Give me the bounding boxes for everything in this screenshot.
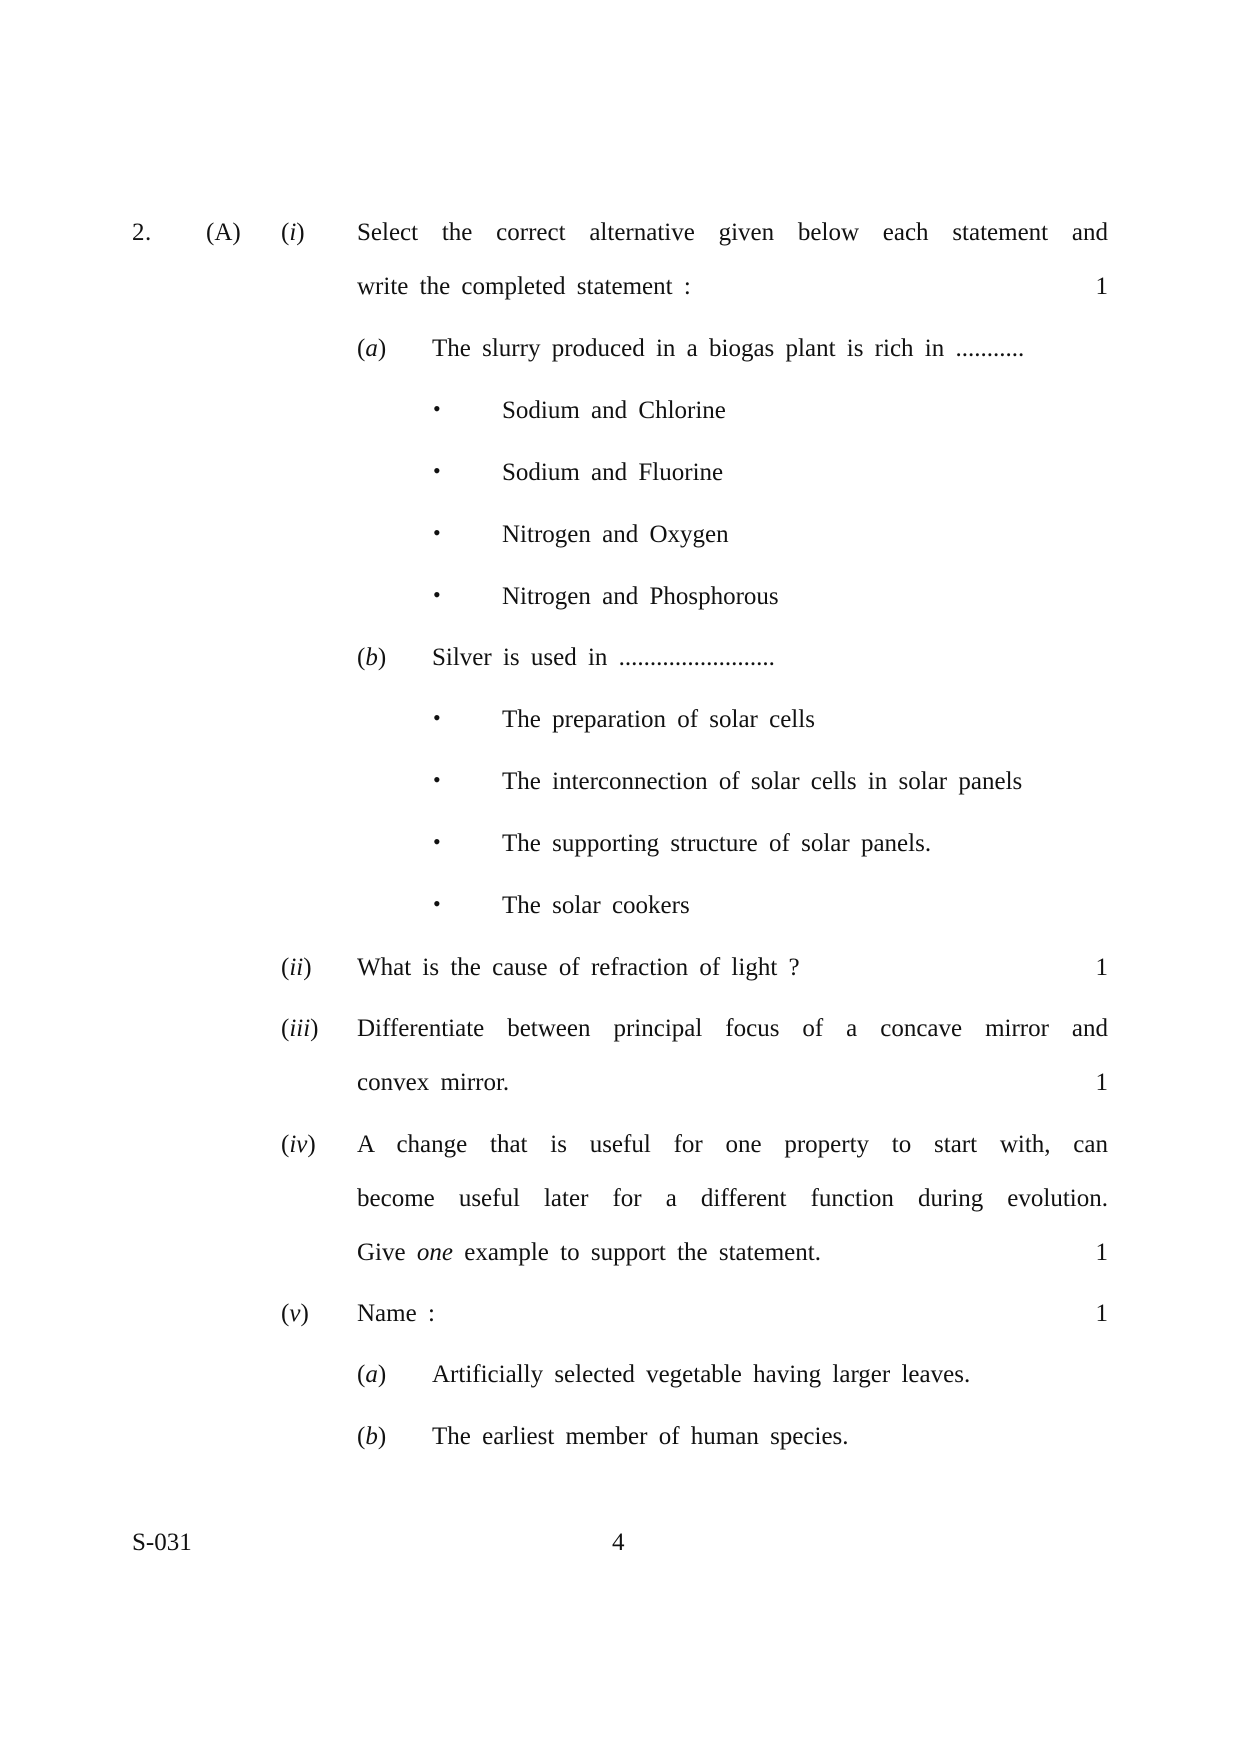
part-iv-line3: Give one example to support the statement. [357,1239,821,1266]
part-iv-line1: A change that is useful for one property to start with, can [357,1131,1108,1158]
part-i-line1: Select the correct alternative given below each statement and [357,219,1108,246]
option-a-3: Nitrogen and Oxygen [502,521,729,548]
part-v-sub-a-label: (a) [357,1361,387,1388]
part-v-sub-a-text: Artificially selected vegetable having larger leaves. [432,1361,971,1388]
part-iii-marks: 1 [1095,1069,1108,1096]
part-v-label: (v) [281,1300,309,1327]
part-iii-line1: Differentiate between principal focus of a concave mirror and [357,1015,1108,1042]
part-i-label: (i) [281,219,305,246]
part-v-marks: 1 [1095,1300,1108,1327]
bullet-icon: • [433,458,441,483]
part-v-sub-b-label: (b) [357,1423,387,1450]
option-a-1: Sodium and Chlorine [502,397,726,424]
bullet-icon: • [433,520,441,545]
section-label: (A) [206,219,241,246]
question-number: 2. [132,219,152,246]
part-iii-line2: convex mirror. [357,1069,510,1096]
option-b-1: The preparation of solar cells [502,706,815,733]
page-number: 4 [612,1529,625,1556]
part-ii-label: (ii) [281,954,312,981]
part-v-text: Name : [357,1300,435,1327]
part-ii-marks: 1 [1095,954,1108,981]
bullet-icon: • [433,891,441,916]
part-iii-label: (iii) [281,1015,319,1042]
part-iv-label: (iv) [281,1131,316,1158]
bullet-icon: • [433,705,441,730]
part-i-marks: 1 [1095,273,1108,300]
option-b-2: The interconnection of solar cells in solar panels [502,768,1023,795]
part-v-sub-b-text: The earliest member of human species. [432,1423,849,1450]
paper-code: S-031 [132,1529,192,1556]
part-i-sub-a-label: (a) [357,335,387,362]
part-i-sub-b-text: Silver is used in ......................... [432,644,775,671]
part-iv-marks: 1 [1095,1239,1108,1266]
part-i-sub-a-text: The slurry produced in a biogas plant is rich in ........... [432,335,1025,362]
option-b-4: The solar cookers [502,892,690,919]
bullet-icon: • [433,829,441,854]
bullet-icon: • [433,767,441,792]
part-iv-line2: become useful later for a different function during evolution. [357,1185,1108,1212]
option-a-2: Sodium and Fluorine [502,459,724,486]
option-a-4: Nitrogen and Phosphorous [502,583,779,610]
bullet-icon: • [433,396,441,421]
option-b-3: The supporting structure of solar panels. [502,830,932,857]
part-i-sub-b-label: (b) [357,644,387,671]
part-ii-text: What is the cause of refraction of light ? [357,954,800,981]
part-i-line2: write the completed statement : [357,273,691,300]
bullet-icon: • [433,582,441,607]
